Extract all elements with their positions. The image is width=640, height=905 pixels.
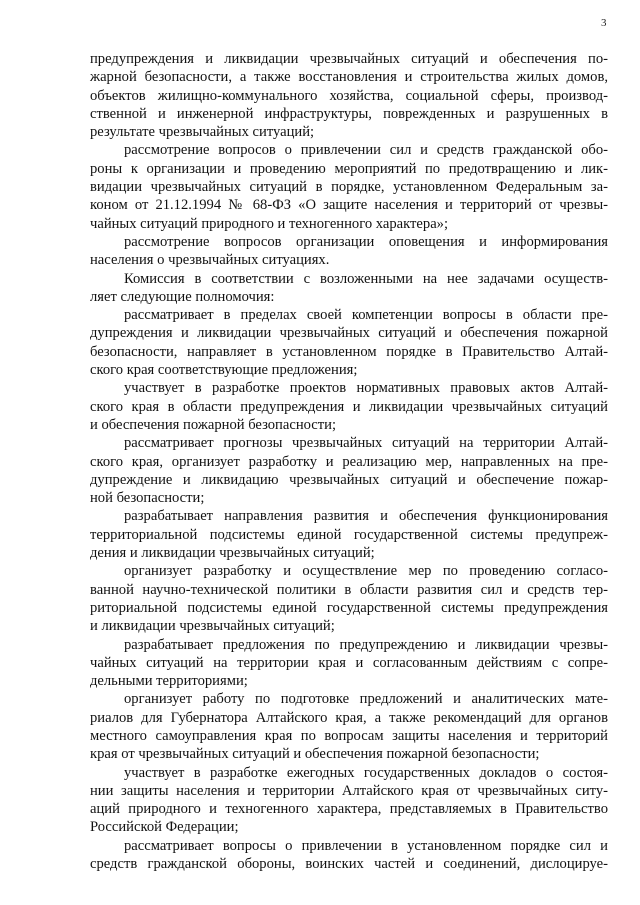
text-line: дельными территориями;: [90, 673, 248, 690]
page-number: 3: [601, 17, 607, 29]
text-line: рассмотрение вопросов о привлечении сил и средств гражданской обо-: [124, 142, 608, 159]
text-line: организует разработку и осуществление мер по проведению согласо-: [124, 563, 608, 580]
text-line: ляет следующие полномочия:: [90, 288, 275, 305]
text-line: дупреждение и ликвидацию чрезвычайных ситуаций и обеспечение пожар-: [90, 471, 608, 488]
text-line: и ликвидации чрезвычайных ситуаций;: [90, 618, 335, 635]
text-line: ского края в области предупреждения и ликвидации чрезвычайных ситуаций: [90, 398, 608, 415]
text-line: коном от 21.12.1994 № 68-ФЗ «О защите населения и территорий от чрезвы-: [90, 197, 608, 214]
text-line: чайных ситуаций на территории края и согласованным действиям с сопре-: [90, 654, 608, 671]
text-line: края от чрезвычайных ситуаций и обеспечения пожарной безопасности;: [90, 746, 540, 763]
text-line: аций природного и техногенного характера, представляемых в Правительство: [90, 801, 608, 818]
text-line: участвует в разработке проектов нормативных правовых актов Алтай-: [124, 380, 608, 397]
text-line: ственной и инженерной инфраструктуры, поврежденных и разрушенных в: [90, 105, 608, 122]
text-line: ского края, организует разработку и реализацию мер, направленных на пре-: [90, 453, 608, 470]
text-line: рассматривает вопросы о привлечении в установленном порядке сил и: [124, 837, 608, 854]
text-line: рассматривает в пределах своей компетенции вопросы в области пре-: [124, 307, 608, 324]
text-line: рассмотрение вопросов организации оповещения и информирования: [124, 233, 608, 250]
text-line: ского края соответствующие предложения;: [90, 362, 358, 379]
text-line: роны к организации и проведению мероприятий по предотвращению и лик-: [90, 160, 608, 177]
text-line: разрабатывает предложения по предупреждению и ликвидации чрезвы-: [124, 636, 608, 653]
text-line: жарной безопасности, а также восстановления и строительства жилых домов,: [90, 69, 608, 86]
text-line: дения и ликвидации чрезвычайных ситуаций;: [90, 545, 375, 562]
text-line: ванной научно-технической политики в области развития сил и средств тер-: [90, 581, 608, 598]
text-line: дупреждения и ликвидации чрезвычайных ситуаций и обеспечения пожарной: [90, 325, 608, 342]
text-line: риториальной подсистемы единой государственной системы предупреждения: [90, 599, 608, 616]
text-line: Российской Федерации;: [90, 819, 239, 836]
text-line: участвует в разработке ежегодных государственных докладов о состоя-: [124, 764, 608, 781]
text-line: организует работу по подготовке предложений и аналитических мате-: [124, 691, 608, 708]
text-line: видации чрезвычайных ситуаций в порядке, установленном Федеральным за-: [90, 179, 608, 196]
text-line: Комиссия в соответствии с возложенными на нее задачами осуществ-: [124, 270, 608, 287]
text-line: территориальной подсистемы единой государственной системы предупреж-: [90, 526, 608, 543]
text-line: нии защиты населения и территории Алтайского края от чрезвычайных ситу-: [90, 782, 608, 799]
text-line: разрабатывает направления развития и обеспечения функционирования: [124, 508, 608, 525]
text-line: рассматривает прогнозы чрезвычайных ситуаций на территории Алтай-: [124, 435, 608, 452]
text-line: риалов для Губернатора Алтайского края, а также рекомендаций для органов: [90, 709, 608, 726]
text-line: ной безопасности;: [90, 490, 205, 507]
text-line: предупреждения и ликвидации чрезвычайных ситуаций и обеспечения по-: [90, 51, 608, 67]
text-line: безопасности, направляет в установленном порядке в Правительство Алтай-: [90, 343, 608, 360]
text-line: местного самоуправления края по вопросам защиты населения и территорий: [90, 727, 608, 744]
text-line: объектов жилищно-коммунального хозяйства, социальной сферы, производ-: [90, 87, 608, 104]
text-line: и обеспечения пожарной безопасности;: [90, 416, 337, 433]
text-line: чайных ситуаций природного и техногенного характера»;: [90, 215, 449, 232]
document-body: [90, 50, 608, 873]
text-line: средств гражданской обороны, воинских частей и соединений, дислоцируе-: [90, 856, 608, 873]
text-line: результате чрезвычайных ситуаций;: [90, 124, 315, 141]
text-line: населения о чрезвычайных ситуациях.: [90, 252, 330, 269]
